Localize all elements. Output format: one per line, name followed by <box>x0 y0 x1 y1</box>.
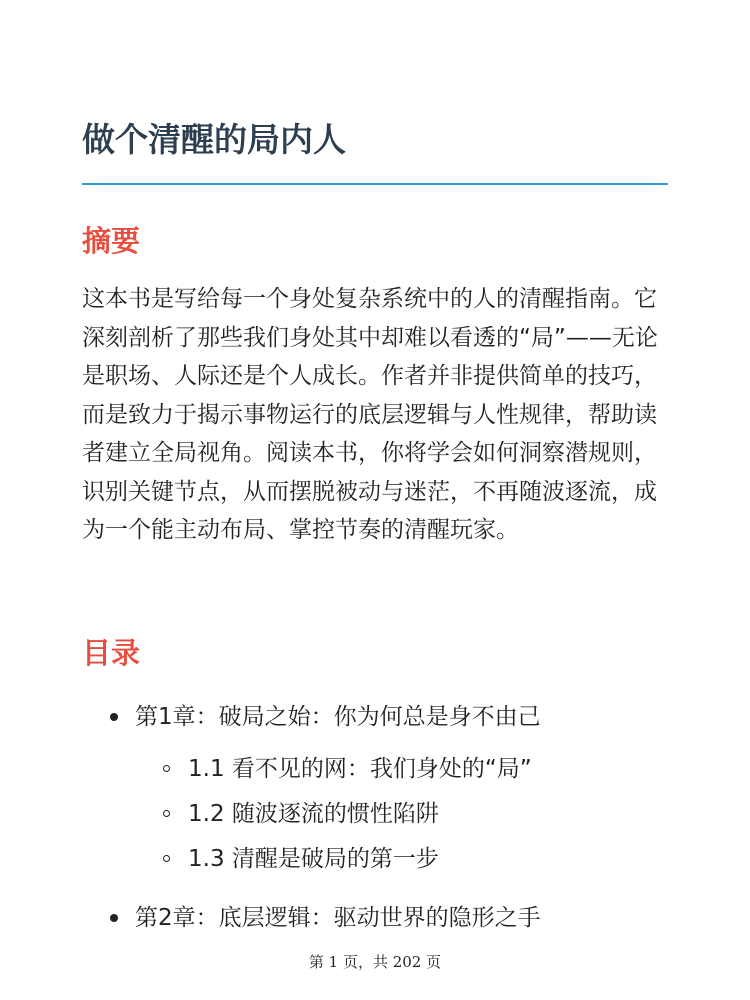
toc-chapter-1 <box>82 693 668 882</box>
table-of-contents <box>82 693 668 942</box>
page-number-footer: 第 1 页，共 202 页 <box>308 953 442 971</box>
toc-subsection: 1.2 随波逐流的惯性陷阱 <box>82 792 668 837</box>
toc-chapter-2 <box>82 894 668 942</box>
toc-subsection: 1.3 清醒是破局的第一步 <box>82 837 668 882</box>
abstract-heading: 摘要 <box>82 224 141 258</box>
toc-chapter-label: 第1章：破局之始：你为何总是身不由己 <box>82 693 668 741</box>
toc-subsection-list <box>82 747 668 882</box>
title-divider <box>82 183 668 185</box>
toc-chapter-label: 第2章：底层逻辑：驱动世界的隐形之手 <box>82 894 668 942</box>
document-title: 做个清醒的局内人 <box>82 120 346 159</box>
document-page <box>82 0 668 1000</box>
toc-subsection: 1.1 看不见的网：我们身处的“局” <box>82 747 668 792</box>
toc-heading: 目录 <box>82 636 141 670</box>
abstract-paragraph: 这本书是写给每一个身处复杂系统中的人的清醒指南。它深刻剖析了那些我们身处其中却难以看透的“局”——无论是职场、人际还是个人成长。作者并非提供简单的技巧，而是致力于揭示事物运行的底层逻辑与人性规律，帮助读者建立全局视角。阅读本书，你将学会如何洞察潜规则，识别关键节点，从而摆脱被动与迷茫，不再随波逐流，成为一个能主动布局、掌控节奏的清醒玩家。 <box>82 286 658 543</box>
